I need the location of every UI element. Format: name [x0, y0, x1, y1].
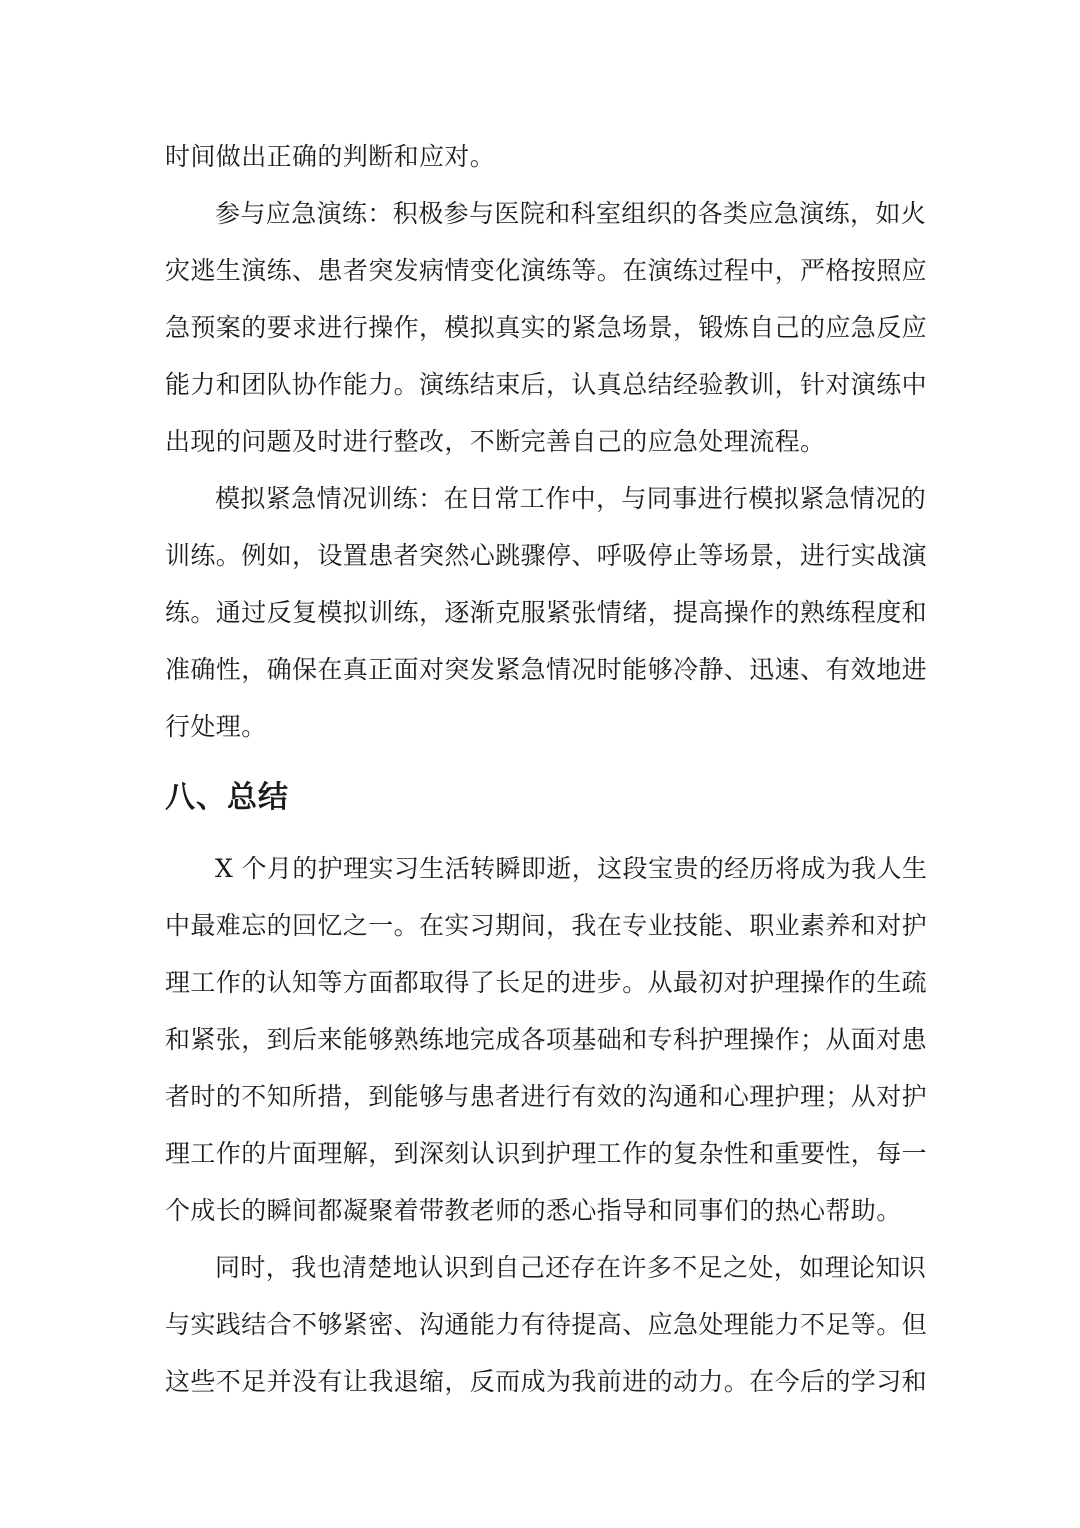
- section-heading: 八、总结: [165, 780, 289, 815]
- text-line: 模拟紧急情况训练：在日常工作中，与同事进行模拟紧急情况的: [215, 484, 927, 513]
- text-line: 能力和团队协作能力。演练结束后，认真总结经验教训，针对演练中: [165, 370, 928, 399]
- document-page: [165, 128, 928, 1410]
- text-line: 这些不足并没有让我退缩，反而成为我前进的动力。在今后的学习和: [165, 1367, 928, 1396]
- text-line: 个成长的瞬间都凝聚着带教老师的悉心指导和同事们的热心帮助。: [165, 1196, 902, 1225]
- text-line: 行处理。: [165, 712, 267, 741]
- text-line: 准确性，确保在真正面对突发紧急情况时能够冷静、迅速、有效地进: [165, 655, 928, 684]
- text-line: 与实践结合不够紧密、沟通能力有待提高、应急处理能力不足等。但: [165, 1310, 928, 1339]
- text-line: 中最难忘的回忆之一。在实习期间，我在专业技能、职业素养和对护: [165, 911, 928, 940]
- paragraph-emergency-drill: [165, 185, 928, 470]
- paragraph-shortcomings: [165, 1239, 928, 1410]
- text-line: 练。通过反复模拟训练，逐渐克服紧张情绪，提高操作的熟练程度和: [165, 598, 928, 627]
- text-line: X 个月的护理实习生活转瞬即逝，这段宝贵的经历将成为我人生: [215, 854, 928, 883]
- paragraph-simulation-training: [165, 470, 928, 755]
- text-line: 训练。例如，设置患者突然心跳骤停、呼吸停止等场景，进行实战演: [165, 541, 928, 570]
- text-line: 急预案的要求进行操作，模拟真实的紧急场景，锻炼自己的应急反应: [165, 313, 928, 342]
- paragraph-continuation: [165, 128, 917, 185]
- text-line: 和紧张，到后来能够熟练地完成各项基础和专科护理操作；从面对患: [165, 1025, 928, 1054]
- text-line: 同时，我也清楚地认识到自己还存在许多不足之处，如理论知识: [215, 1253, 927, 1282]
- text-line: 理工作的片面理解，到深刻认识到护理工作的复杂性和重要性，每一: [165, 1139, 928, 1168]
- text-line: 出现的问题及时进行整改，不断完善自己的应急处理流程。: [165, 427, 826, 456]
- text-line: 参与应急演练：积极参与医院和科室组织的各类应急演练，如火: [215, 199, 927, 228]
- text-line: 理工作的认知等方面都取得了长足的进步。从最初对护理操作的生疏: [165, 968, 928, 997]
- paragraph-summary: [165, 840, 928, 1239]
- text-line: 时间做出正确的判断和应对。: [165, 142, 496, 171]
- text-line: 灾逃生演练、患者突发病情变化演练等。在演练过程中，严格按照应: [165, 256, 928, 285]
- text-line: 者时的不知所措，到能够与患者进行有效的沟通和心理护理；从对护: [165, 1082, 928, 1111]
